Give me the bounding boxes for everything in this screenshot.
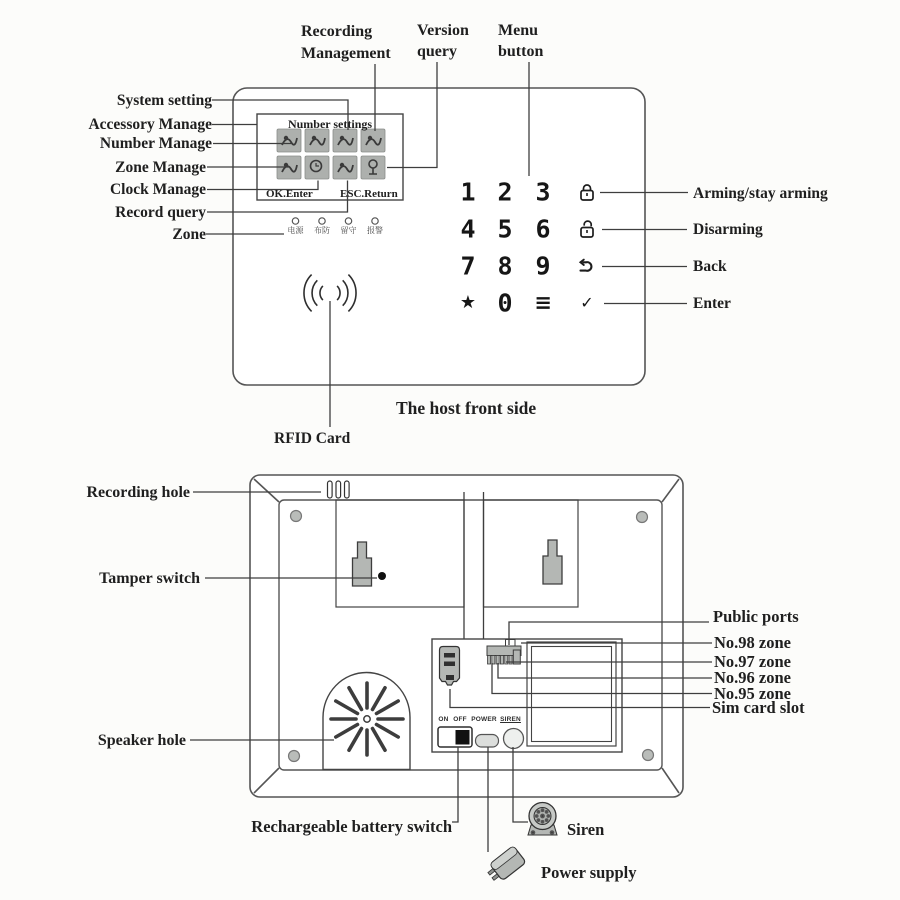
label-speaker-hole: Speaker hole bbox=[97, 732, 186, 749]
label-power-supply: Power supply bbox=[541, 863, 637, 882]
label-clock-manage: Clock Manage bbox=[109, 181, 206, 198]
label-number-manage: Number Manage bbox=[99, 135, 212, 152]
battery-switch-toggle bbox=[438, 727, 472, 747]
power-supply-icon bbox=[484, 846, 526, 885]
label-system-setting: System setting bbox=[116, 92, 212, 109]
label-rechargeable-battery-switch: Rechargeable battery switch bbox=[251, 817, 452, 836]
label-no96-zone: No.96 zone bbox=[714, 668, 791, 687]
switch-label-on: ON bbox=[438, 715, 449, 723]
label-version-query: Version query bbox=[417, 22, 469, 60]
label-arming: Arming/stay arming bbox=[693, 185, 828, 202]
led-stay bbox=[345, 218, 351, 224]
led-arm bbox=[319, 218, 325, 224]
switch-label-siren: SIREN bbox=[500, 715, 521, 723]
led-alarm bbox=[372, 218, 378, 224]
recording-hole-slots bbox=[328, 481, 350, 498]
clock-manage-icon bbox=[305, 156, 329, 179]
label-menu-button: Menu button bbox=[498, 22, 544, 60]
label-accessory-manage: Accessory Manage bbox=[88, 116, 212, 133]
key-3: 3 bbox=[535, 177, 551, 207]
led-power bbox=[292, 218, 298, 224]
label-enter: Enter bbox=[693, 295, 731, 312]
record-query-icon bbox=[333, 156, 357, 179]
label-disarming: Disarming bbox=[693, 221, 763, 238]
label-zone-manage: Zone Manage bbox=[115, 159, 206, 176]
screen-esc-label: ESC.Return bbox=[340, 188, 398, 200]
label-recording-management: Recording Management bbox=[301, 23, 391, 62]
version-query-icon bbox=[361, 156, 385, 179]
screen-title: Number settings bbox=[287, 117, 373, 131]
label-zone: Zone bbox=[172, 226, 206, 243]
label-no95-zone: No.95 zone bbox=[714, 683, 791, 703]
led-label-arm: 布防 bbox=[314, 226, 330, 235]
label-record-query: Record query bbox=[115, 204, 206, 221]
key-star: ★ bbox=[459, 292, 477, 313]
label-back: Back bbox=[693, 258, 727, 275]
label-sim-card-slot: Sim card slot bbox=[712, 697, 805, 717]
front-caption: The host front side bbox=[396, 398, 537, 418]
key-1: 1 bbox=[460, 177, 476, 207]
key-4: 4 bbox=[460, 214, 476, 244]
label-no97-zone: No.97 zone bbox=[714, 651, 791, 671]
key-6: 6 bbox=[535, 214, 551, 244]
power-connector bbox=[476, 735, 499, 748]
sim-card-icon bbox=[440, 647, 460, 686]
tamper-switch-dot bbox=[378, 572, 386, 580]
key-9: 9 bbox=[535, 251, 551, 281]
key-0: 0 bbox=[497, 288, 513, 318]
siren-icon bbox=[528, 803, 557, 836]
label-no98-zone: No.98 zone bbox=[714, 633, 791, 652]
label-rfid-card: RFID Card bbox=[274, 430, 351, 447]
label-siren: Siren bbox=[567, 820, 605, 839]
screen-ok-label: OK.Enter bbox=[266, 188, 313, 200]
label-recording-hole: Recording hole bbox=[86, 484, 190, 501]
enter-check-key: ✓ bbox=[580, 293, 594, 312]
switch-label-off: OFF bbox=[453, 715, 467, 723]
menu-key: ≡ bbox=[534, 290, 552, 315]
switch-label-power: POWER bbox=[471, 715, 497, 723]
speaker-hole bbox=[323, 673, 410, 770]
key-5: 5 bbox=[497, 214, 513, 244]
key-2: 2 bbox=[497, 177, 513, 207]
siren-connector bbox=[504, 729, 524, 749]
label-public-ports: Public ports bbox=[713, 607, 799, 626]
led-label-alarm: 报警 bbox=[367, 226, 383, 235]
led-label-stay: 留守 bbox=[340, 226, 357, 235]
key-7: 7 bbox=[460, 251, 476, 281]
key-8: 8 bbox=[497, 251, 513, 281]
label-tamper-switch: Tamper switch bbox=[99, 570, 200, 587]
led-label-power: 电源 bbox=[287, 226, 304, 235]
